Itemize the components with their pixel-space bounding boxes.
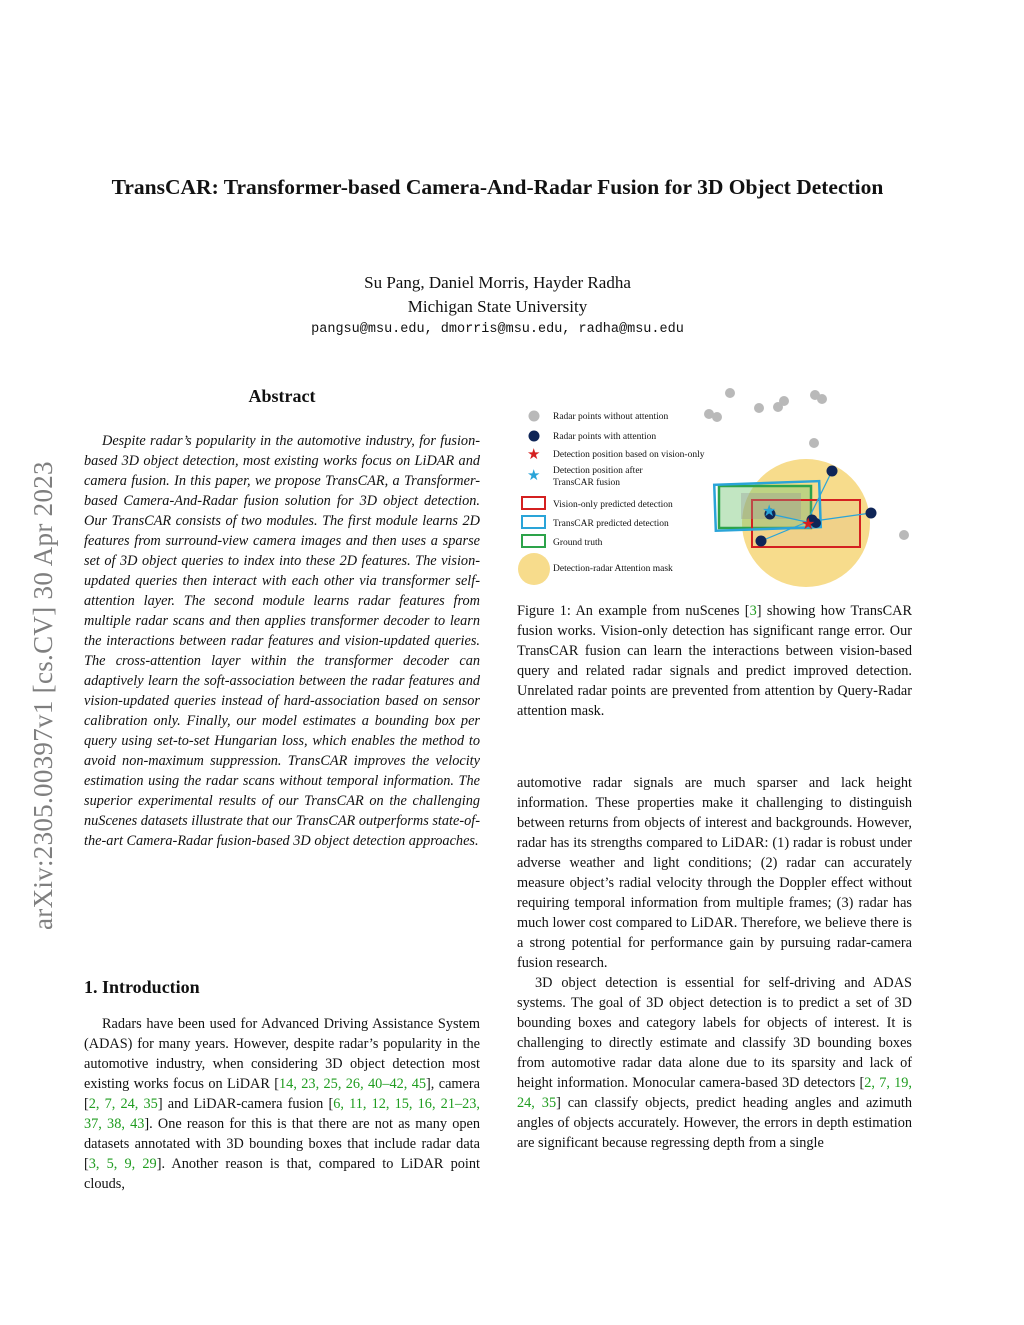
legend-gray-dot-icon — [529, 411, 540, 422]
legend-red-box-icon — [522, 497, 545, 509]
author-names: Su Pang, Daniel Morris, Hayder Radha — [364, 273, 631, 292]
section-heading-introduction: 1. Introduction — [84, 977, 200, 997]
caption-text: Figure 1: An example from nuScenes [ — [517, 603, 750, 619]
abstract-body: Despite radar’s popularity in the automotive industry, for fusion-based 3D object detection, most existing works focus on LiDAR and camera fusion. In this paper, we propose TransCAR, a Transformer-based Camera-And-Radar fusion solution for 3D object detection. Our TransCAR consists of two modules. The first module learns 2D features from surround-view camera images and then uses a sparse set of 3D object queries to index into these 2D features. The vision-updated queries then interact with each other via transformer self-attention layer. The second module learns radar features from multiple radar scans and then applies transformer decoder to learn the interactions between radar features and vision-updated queries. The cross-attention layer within the transformer decoder can adaptively learn the soft-association between the radar features and vision-updated queries instead of hard-association based on sensor calibration only. Finally, our model estimates a bounding box per query using set-to-set Hungarian loss, which enables the method to avoid non-maximum suppression. TransCAR improves the velocity estimation using the radar scans without temporal information. The superior experimental results of our TransCAR on the challenging nuScenes datasets illustrate that our TransCAR outperforms state-of-the-art Camera-Radar fusion-based 3D object detection approaches. — [84, 433, 480, 849]
intro-text: ], camera [ — [84, 1076, 480, 1112]
citation-link[interactable]: 3, 5, 9, 29 — [88, 1156, 157, 1172]
body-paragraph: automotive radar signals are much sparser and lack height information. These properties make it challenging to distinguish between returns from objects of interest and backgrounds. However, radar has its strengths compared to LiDAR: (1) radar is robust under adverse weather and light conditions; (2) radar can accurately measure object’s radial velocity through the Doppler effect without requiring temporal information from multiple frames; (3) radar has much lower cost compared to LiDAR. Therefore, we believe there is a strong potential for performance gain by pursuing radar-camera fusion research. — [517, 775, 912, 971]
legend-label: Radar points without attention — [553, 412, 669, 422]
citation-link[interactable]: 14, 23, 25, 26, 40–42, 45 — [279, 1076, 427, 1092]
legend-blue-star-icon: ★ — [527, 466, 541, 484]
citation-link[interactable]: 6, 11, 12, 15, 16, 21–23, 37, 38, 43 — [84, 1096, 480, 1132]
intro-text: ] and LiDAR-camera fusion [ — [157, 1096, 334, 1112]
right-column-body — [517, 773, 912, 1153]
introduction-paragraph — [84, 1014, 480, 1194]
legend-label: Ground truth — [553, 538, 603, 548]
affiliation: Michigan State University — [407, 297, 588, 316]
citation-link[interactable]: 2, 7, 24, 35 — [88, 1096, 158, 1112]
citation-link[interactable]: 2, 7, 19, 24, 35 — [517, 1075, 912, 1111]
body-text: 3D object detection is essential for self-driving and ADAS systems. The goal of 3D object detection is to predict a set of 3D bounding boxes and category labels for objects of interest. It is challenging to directly estimate and classify 3D bounding boxes from automotive radar data alone due to its sparsity and lack of height information. Monocular camera-based 3D detectors [ — [517, 975, 912, 1091]
legend-blue-box-icon — [522, 516, 545, 528]
transcar-detection-star: ★ — [762, 501, 777, 520]
legend-label: Detection position based on vision-only — [553, 450, 705, 460]
abstract-heading: Abstract — [248, 386, 316, 406]
legend-label: TransCAR predicted detection — [553, 519, 669, 529]
body-text: ] can classify objects, predict heading angles and azimuth angles of objects accurately. However, the errors in depth estimation are significant because regressing depth from a single — [517, 1095, 912, 1151]
citation-link[interactable]: 3 — [749, 603, 757, 619]
legend-navy-dot-icon — [529, 431, 540, 442]
intro-text: ]. One reason for this is that there are not as many open datasets annotated with 3D bounding boxes that include radar data [ — [84, 1116, 480, 1172]
legend-red-star-icon: ★ — [527, 445, 541, 463]
arxiv-identifier: arXiv:2305.00397v1 [cs.CV] 30 Apr 2023 — [28, 461, 58, 930]
figure-legend — [518, 411, 705, 586]
author-block — [100, 271, 895, 319]
author-emails: pangsu@msu.edu, dmorris@msu.edu, radha@msu.edu — [311, 322, 684, 337]
legend-label: Vision-only predicted detection — [553, 500, 673, 510]
legend-label: TransCAR fusion — [553, 478, 620, 488]
vision-only-detection-star: ★ — [801, 514, 816, 533]
legend-label: Detection position after — [553, 466, 643, 476]
legend-label: Detection-radar Attention mask — [553, 564, 673, 574]
caption-text: ] showing how TransCAR fusion works. Vision-only detection has significant range error. Our TransCAR fusion can learn the interactions between vision-based query and related radar signals and predict improved detection. Unrelated radar points are prevented from attention by Query-Radar attention mask. — [517, 603, 912, 719]
legend-yellow-circle-icon — [518, 553, 550, 585]
intro-text: Radars have been used for Advanced Driving Assistance System (ADAS) for many years. However, despite radar’s popularity in the automotive industry, when considering 3D object detection most existing works focus on LiDAR [ — [84, 1016, 480, 1092]
legend-green-box-icon — [522, 535, 545, 547]
paper-title: TransCAR: Transformer-based Camera-And-Radar Fusion for 3D Object Detection — [111, 175, 884, 199]
figure-1 — [516, 383, 912, 593]
legend-label: Radar points with attention — [553, 432, 657, 442]
intro-text: ]. Another reason is that, compared to LiDAR point clouds, — [84, 1156, 481, 1192]
body-paragraph — [517, 973, 912, 1153]
figure-caption — [517, 601, 912, 721]
